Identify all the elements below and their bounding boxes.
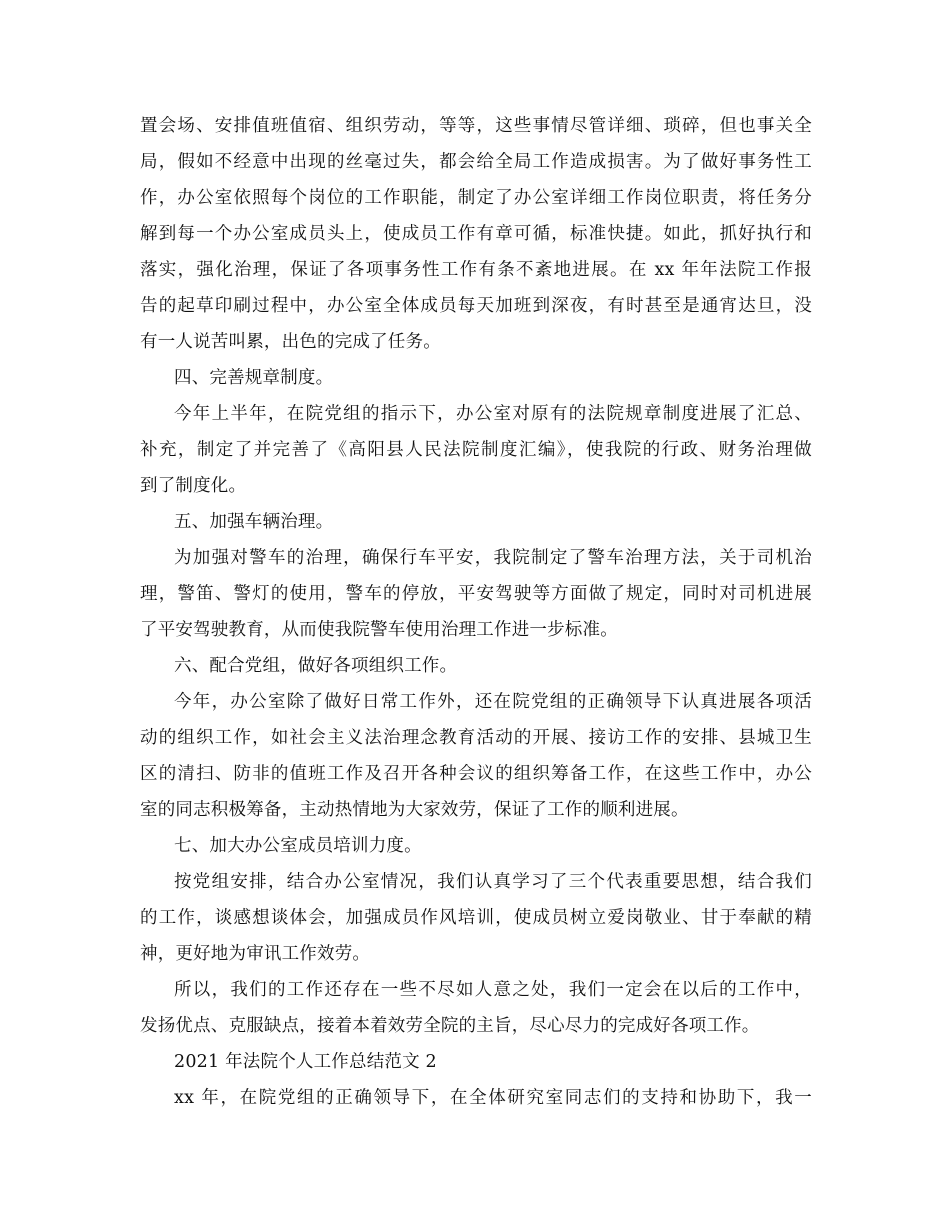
text-line: 2021 年法院个人工作总结范文 2 bbox=[174, 1052, 437, 1072]
text-line: 今年，办公室除了做好日常工作外，还在院党组的正确领导下认真进展各项活 bbox=[174, 692, 812, 712]
document-body bbox=[140, 108, 812, 1116]
text-line: 为加强对警车的治理，确保行车平安，我院制定了警车治理方法，关于司机治 bbox=[174, 548, 812, 568]
text-line: 解到每一个办公室成员头上，使成员工作有章可循，标准快捷。如此，抓好执行和 bbox=[140, 224, 812, 244]
text-line: 置会场、安排值班值宿、组织劳动，等等，这些事情尽管详细、琐碎，但也事关全 bbox=[140, 116, 812, 136]
text-line: 的工作，谈感想谈体会，加强成员作风培训，使成员树立爱岗敬业、甘于奉献的精 bbox=[140, 908, 812, 928]
text-line: 发扬优点、克服缺点，接着本着效劳全院的主旨，尽心尽力的完成好各项工作。 bbox=[140, 1016, 760, 1036]
text-line: 五、加强车辆治理。 bbox=[174, 512, 334, 532]
text-line: 到了制度化。 bbox=[140, 476, 247, 496]
text-line: xx 年，在院党组的正确领导下，在全体研究室同志们的支持和协助下，我一 bbox=[174, 1088, 812, 1108]
text-line: 落实，强化治理，保证了各项事务性工作有条不紊地进展。在 xx 年年法院工作报 bbox=[140, 260, 812, 280]
text-line: 作，办公室依照每个岗位的工作职能，制定了办公室详细工作岗位职责，将任务分 bbox=[140, 188, 812, 208]
text-line: 神，更好地为审讯工作效劳。 bbox=[140, 944, 371, 964]
text-line: 补充，制定了并完善了《高阳县人民法院制度汇编》，使我院的行政、财务治理做 bbox=[140, 440, 812, 460]
text-line: 区的清扫、防非的值班工作及召开各种会议的组织筹备工作，在这些工作中，办公 bbox=[140, 764, 812, 784]
text-line: 按党组安排，结合办公室情况，我们认真学习了三个代表重要思想，结合我们 bbox=[174, 872, 812, 892]
text-line: 了平安驾驶教育，从而使我院警车使用治理工作进一步标准。 bbox=[140, 620, 618, 640]
text-line: 今年上半年，在院党组的指示下，办公室对原有的法院规章制度进展了汇总、 bbox=[174, 404, 812, 424]
text-line: 室的同志积极筹备，主动热情地为大家效劳，保证了工作的顺利进展。 bbox=[140, 800, 689, 820]
text-line: 七、加大办公室成员培训力度。 bbox=[174, 836, 422, 856]
text-line: 告的起草印刷过程中，办公室全体成员每天加班到深夜，有时甚至是通宵达旦，没 bbox=[140, 296, 812, 316]
text-line: 所以，我们的工作还存在一些不尽如人意之处，我们一定会在以后的工作中， bbox=[174, 980, 812, 1000]
text-line: 六、配合党组，做好各项组织工作。 bbox=[174, 656, 458, 676]
text-line: 有一人说苦叫累，出色的完成了任务。 bbox=[140, 332, 441, 352]
text-line: 理，警笛、警灯的使用，警车的停放，平安驾驶等方面做了规定，同时对司机进展 bbox=[140, 584, 812, 604]
text-line: 动的组织工作，如社会主义法治理念教育活动的开展、接访工作的安排、县城卫生 bbox=[140, 728, 812, 748]
text-line: 四、完善规章制度。 bbox=[174, 368, 334, 388]
text-line: 局，假如不经意中出现的丝毫过失，都会给全局工作造成损害。为了做好事务性工 bbox=[140, 152, 812, 172]
